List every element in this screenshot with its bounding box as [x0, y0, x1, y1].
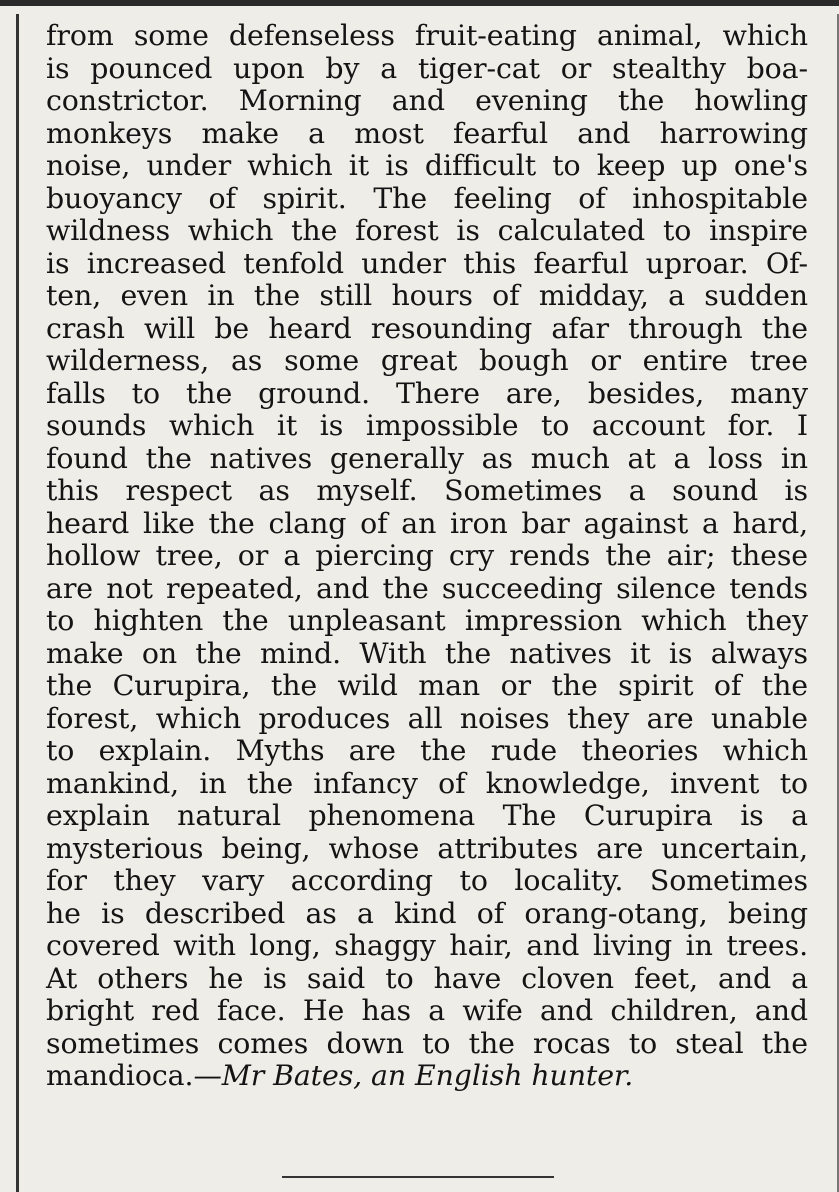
article-line: to explain. Myths are the rude theories which: [46, 734, 808, 767]
article-line: crash will be heard resounding afar through the: [46, 311, 808, 345]
article-line: this respect as myself. Sometimes a sound is: [46, 474, 808, 507]
article-line: falls to the ground. There are, besides, many: [46, 376, 808, 410]
bottom-rule: [282, 1176, 554, 1178]
article-line: wildness which the forest is calculated to inspire: [46, 214, 808, 247]
article-line: constrictor. Morning and evening the howling: [46, 84, 808, 117]
column-rule-left: [16, 14, 19, 1192]
article-line: buoyancy of spirit. The feeling of inhospitable: [46, 181, 808, 215]
article-line: forest, which produces all noises they are unable: [46, 701, 808, 735]
article-line: the Curupira, the wild man or the spirit of the: [46, 669, 808, 702]
article-line: is pounced upon by a tiger-cat or stealthy boa-: [46, 51, 808, 85]
article-line: noise, under which it is difficult to keep up one's: [46, 149, 808, 182]
article-line: At others he is said to have cloven feet, and a: [46, 961, 808, 995]
article-line: heard like the clang of an iron bar against a hard,: [46, 506, 808, 540]
article-line: bright red face. He has a wife and children, and: [46, 994, 808, 1027]
article-line: ten, even in the still hours of midday, a sudden: [46, 279, 808, 312]
article-line: are not repeated, and the succeeding silence tends: [46, 571, 808, 605]
article-last-line-text: mandioca.: [46, 1059, 194, 1092]
article-line: sounds which it is impossible to account for. I: [46, 409, 808, 442]
article-line: sometimes comes down to the rocas to steal the: [46, 1026, 808, 1060]
top-rule: [0, 0, 839, 6]
article-line: found the natives generally as much at a loss in: [46, 441, 808, 475]
article-line: from some defenseless fruit-eating animal, which: [46, 19, 808, 52]
article-line: make on the mind. With the natives it is always: [46, 636, 808, 670]
article-line: monkeys make a most fearful and harrowing: [46, 116, 808, 150]
article-line: covered with long, shaggy hair, and living in trees.: [46, 929, 808, 962]
attribution: —Mr Bates, an English hunter.: [193, 1059, 634, 1092]
article-last-line: [46, 1060, 808, 1093]
article-line: mysterious being, whose attributes are uncertain,: [46, 831, 808, 865]
article-line: he is described as a kind of orang-otang, being: [46, 896, 808, 930]
article-line: explain natural phenomena The Curupira is a: [46, 799, 808, 832]
article-line: wilderness, as some great bough or entire tree: [46, 344, 808, 377]
article-line: hollow tree, or a piercing cry rends the air; these: [46, 539, 808, 572]
article-body: [46, 20, 808, 1093]
article-line: to highten the unpleasant impression which they: [46, 604, 808, 637]
article-line: is increased tenfold under this fearful uproar. Of-: [46, 246, 808, 280]
article-line: for they vary according to locality. Sometimes: [46, 864, 808, 897]
article-line: mankind, in the infancy of knowledge, invent to: [46, 766, 808, 800]
